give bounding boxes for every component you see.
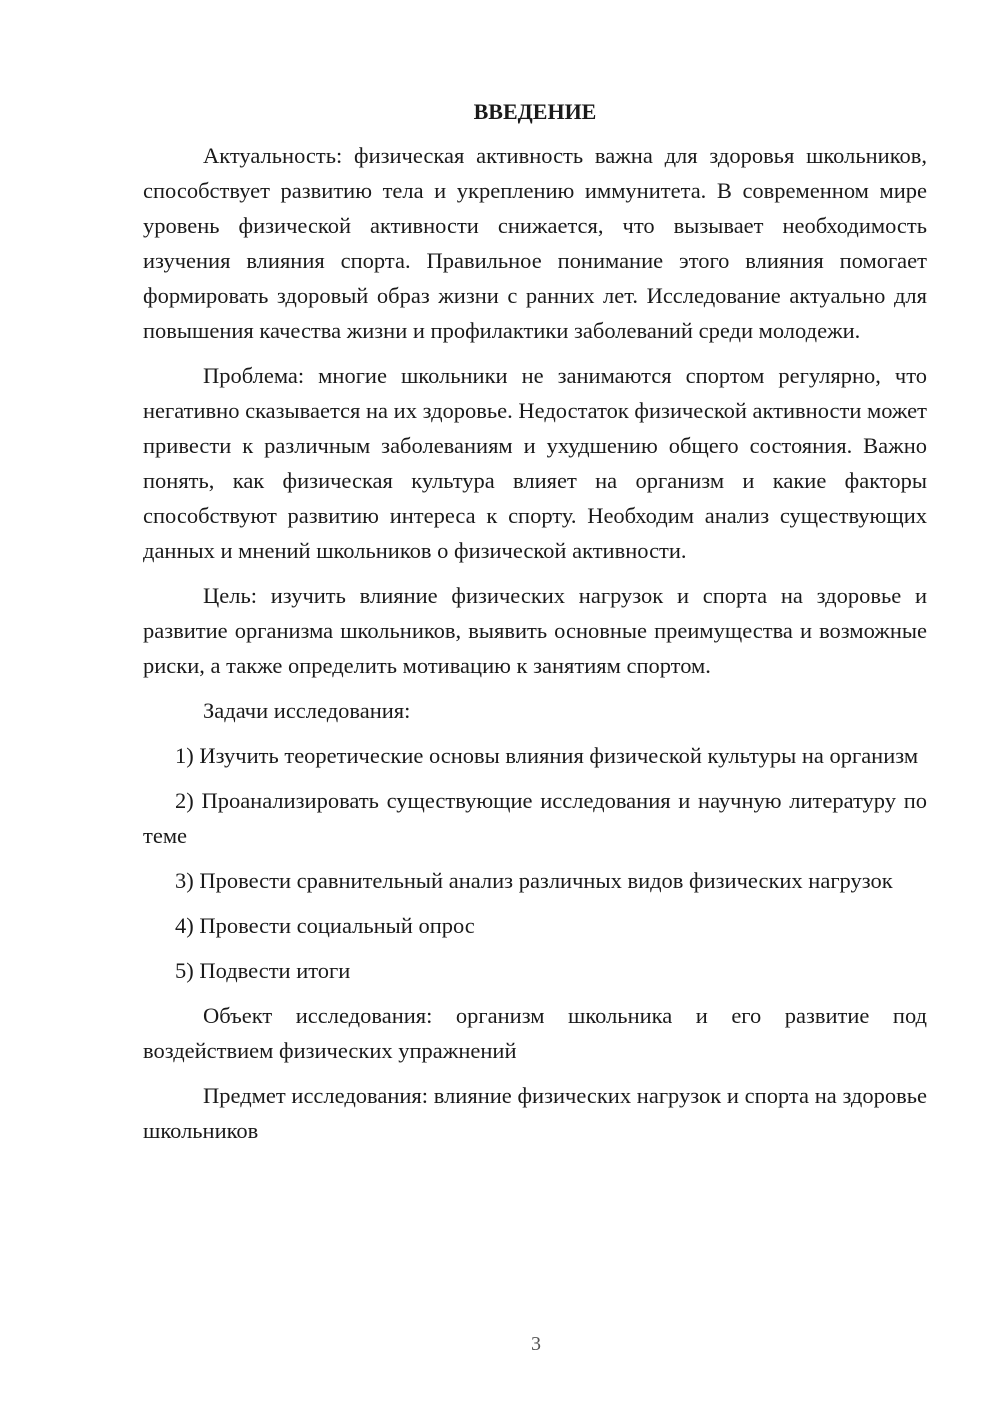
section-title: ВВЕДЕНИЕ — [473, 99, 597, 124]
task-item: 4) Провести социальный опрос — [175, 913, 475, 938]
subject-paragraph: Предмет исследования: влияние физических нагрузок и спорта на здоровье школьников — [143, 1083, 927, 1143]
task-item: 5) Подвести итоги — [175, 958, 351, 983]
document-body — [143, 94, 927, 1158]
task-item: 2) Проанализировать существующие исследования и научную литературу по теме — [143, 788, 927, 848]
task-item: 1) Изучить теоретические основы влияния физической культуры на организм — [175, 743, 919, 768]
task-item: 3) Провести сравнительный анализ различных видов физических нагрузок — [175, 868, 893, 893]
tasks-list — [143, 738, 927, 988]
object-paragraph: Объект исследования: организм школьника и его развитие под воздействием физических упражнений — [143, 1003, 927, 1063]
relevance-paragraph: Актуальность: физическая активность важна для здоровья школьников, способствует развитию тела и укреплению иммунитета. В современном мире уровень физической активности снижается, что вызывает необходимость изучения влияния спорта. Правильное понимание этого влияния помогает формировать здоровый образ жизни с ранних лет. Исследование актуально для повышения качества жизни и профилактики заболеваний среди молодежи. — [143, 143, 927, 343]
problem-paragraph: Проблема: многие школьники не занимаются спортом регулярно, что негативно сказывается на их здоровье. Недостаток физической активности может привести к различным заболеваниям и ухудшению общего состояния. Важно понять, как физическая культура влияет на организм и какие факторы способствуют развитию интереса к спорту. Необходим анализ существующих данных и мнений школьников о физической активности. — [143, 363, 927, 563]
goal-paragraph: Цель: изучить влияние физических нагрузок и спорта на здоровье и развитие организма школьников, выявить основные преимущества и возможные риски, а также определить мотивацию к занятиям спортом. — [143, 583, 927, 678]
tasks-heading: Задачи исследования: — [203, 698, 411, 723]
page-number: 3 — [531, 1333, 541, 1355]
